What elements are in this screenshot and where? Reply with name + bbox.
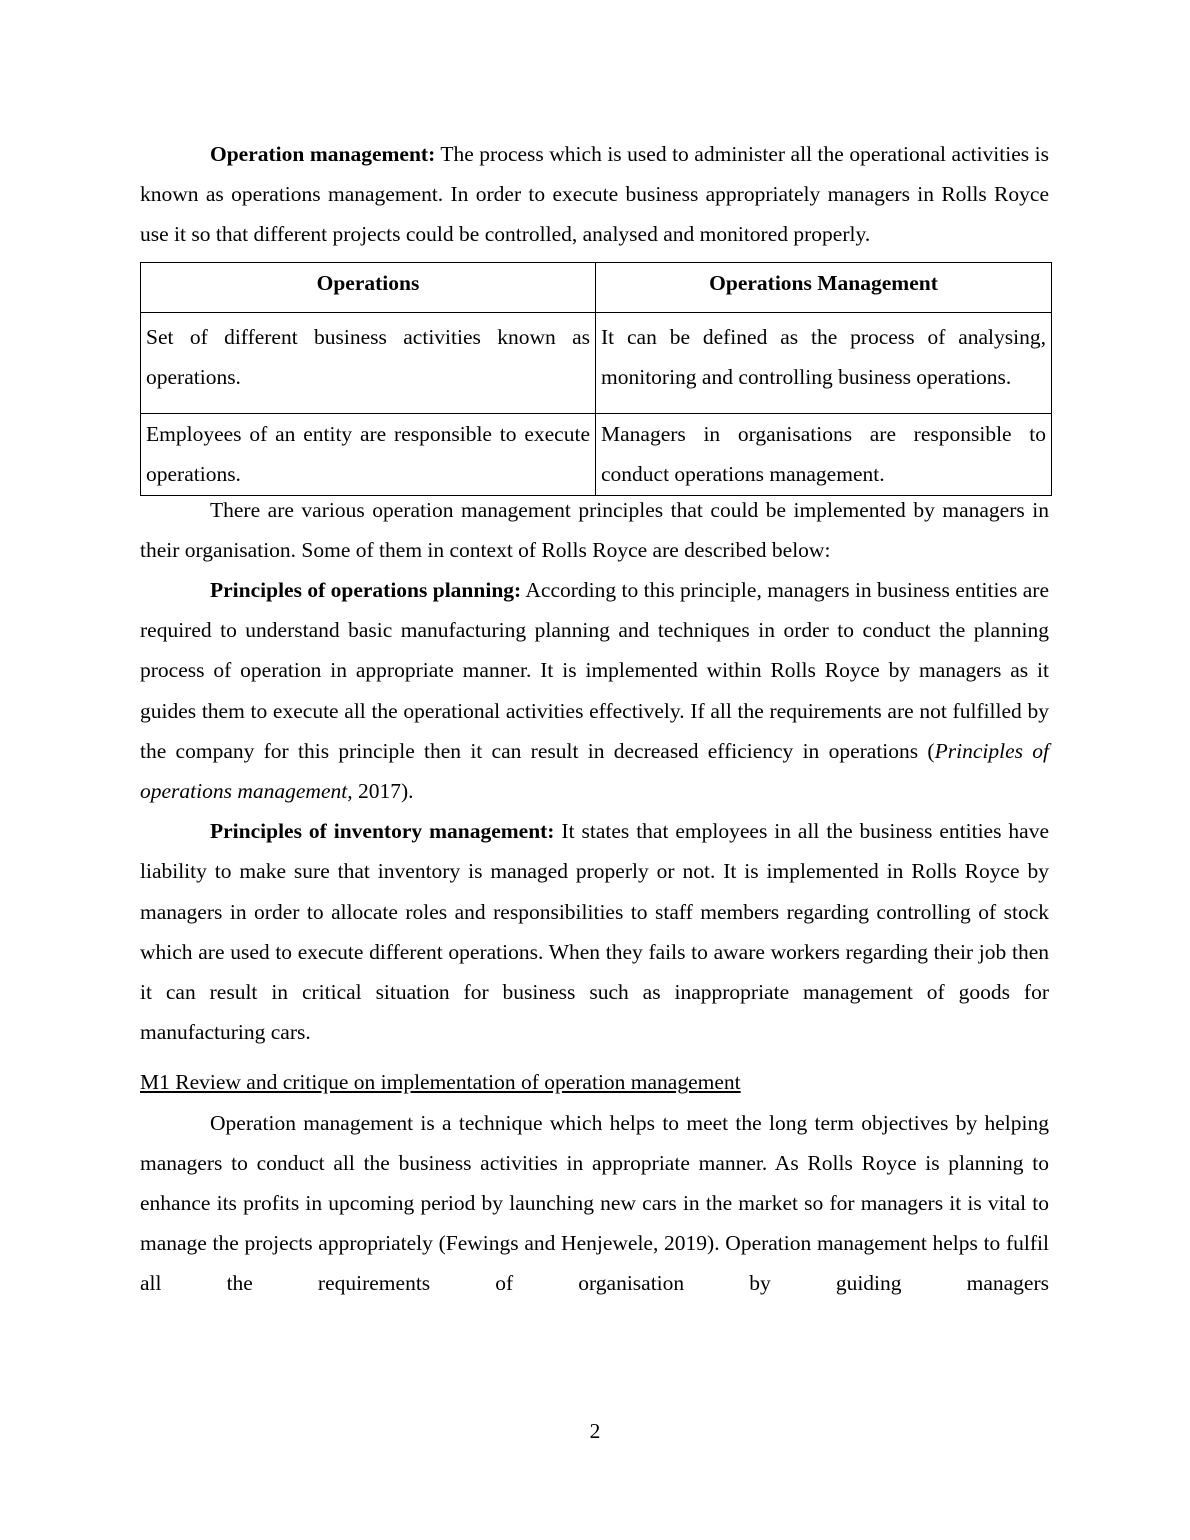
table-header-operations-management: Operations Management bbox=[596, 262, 1052, 312]
paragraph-inventory-management bbox=[140, 811, 1049, 1052]
page-number: 2 bbox=[589, 1419, 601, 1443]
table-header-row bbox=[141, 262, 1052, 312]
citation-title: Principles of operations management, bbox=[140, 738, 1049, 804]
paragraph-m1-review: Operation management is a technique which helps to meet the long term objectives by helping managers to conduct all the business activities in appropriate manner. As Rolls Royce is planning to enhance its profits in upcoming period by launching new cars in the market so for managers it is vital to manage the projects appropriately (Fewings and Henjewele, 2019). Operation management helps to fulfil all the requirements of organisation by guiding managers bbox=[140, 1110, 1049, 1296]
table-cell: Set of different business activities known as operations. bbox=[141, 312, 596, 413]
table-header-operations: Operations bbox=[141, 262, 596, 312]
citation-year: 2017). bbox=[352, 779, 414, 804]
paragraph-text: According to this principle, managers in business entities are required to understand basic manufacturing planning and techniques in order to conduct the planning process of operation in appropriate manner. It is implemented within Rolls Royce by managers as it guides them to execute all the operational activities effectively. If all the requirements are not fulfilled by the company for this principle then it can result in decreased efficiency in operations ( bbox=[140, 578, 1050, 763]
paragraph-text: The process which is used to administer all the operational activities is known as operations management. In order to execute business appropriately managers in Rolls Royce use it so that different projects could be controlled, analysed and monitored properly. bbox=[140, 142, 1049, 247]
table-row bbox=[141, 312, 1052, 413]
table-row bbox=[141, 414, 1052, 495]
paragraph-operation-management bbox=[140, 134, 1049, 255]
term-operation-management: Operation management: bbox=[210, 142, 436, 166]
paragraph-principles-intro: There are various operation management principles that could be implemented by managers in their organisation. Some of them in context of Rolls Royce are described below: bbox=[140, 497, 1049, 562]
comparison-table bbox=[140, 262, 1052, 496]
term-inventory-management: Principles of inventory management: bbox=[210, 819, 555, 844]
term-operations-planning: Principles of operations planning: bbox=[210, 578, 522, 603]
paragraph-text: It states that employees in all the business entities have liability to make sure that inventory is managed properly or not. It is implemented in Rolls Royce by managers in order to allocate roles and responsibilities to staff members regarding controlling of stock which are used to execute different operations. When they fails to aware workers regarding their job then it can result in critical situation for business such as inappropriate management of goods for manufacturing cars. bbox=[140, 819, 1049, 1045]
table-cell: It can be defined as the process of analysing, monitoring and controlling business operations. bbox=[596, 312, 1052, 413]
document-page bbox=[140, 134, 1049, 1304]
paragraph-operations-planning bbox=[140, 570, 1049, 811]
table-cell: Employees of an entity are responsible to execute operations. bbox=[141, 414, 596, 495]
table-cell: Managers in organisations are responsible to conduct operations management. bbox=[596, 414, 1052, 495]
section-heading-m1: M1 Review and critique on implementation of operation management bbox=[140, 1070, 741, 1095]
